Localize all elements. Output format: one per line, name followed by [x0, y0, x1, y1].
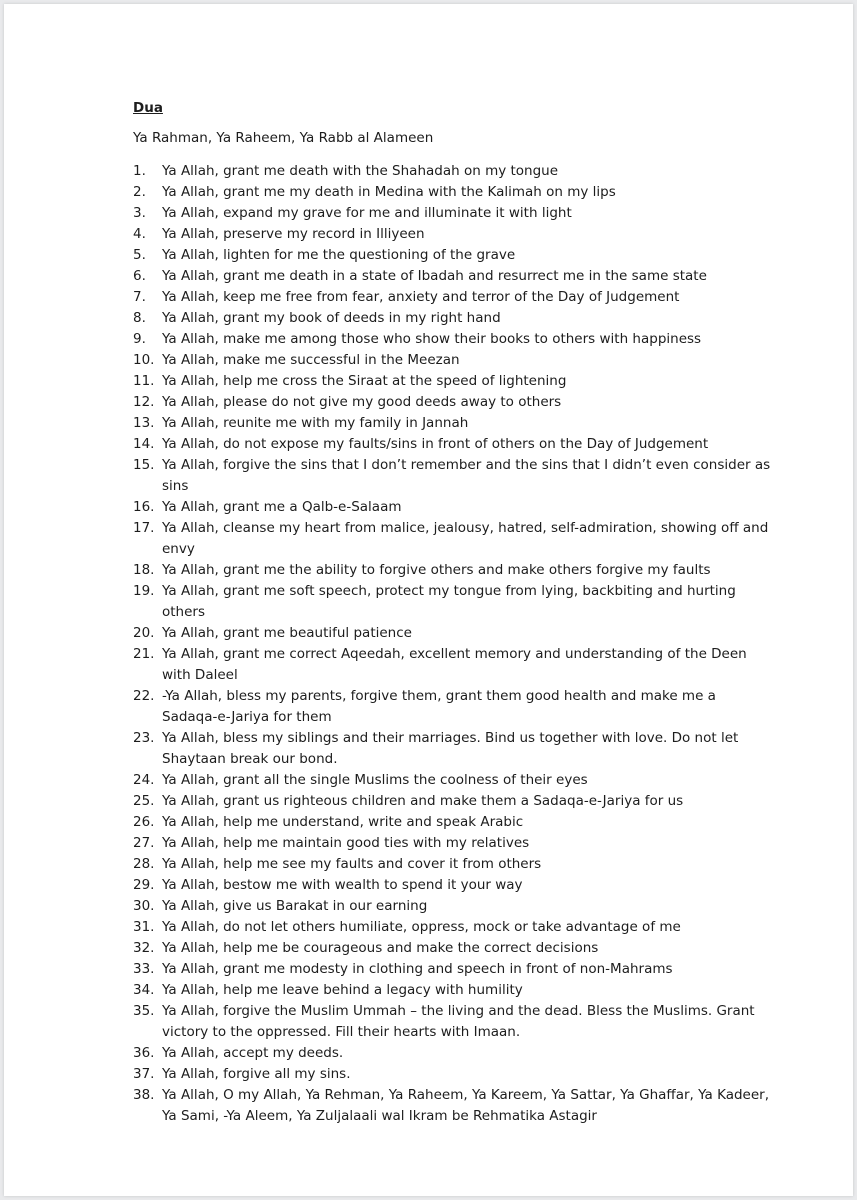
list-item-text: Ya Allah, give us Barakat in our earning — [162, 898, 428, 914]
list-item-text: Ya Allah, lighten for me the questioning of the grave — [162, 247, 516, 263]
list-item-text: Ya Allah, forgive the sins that I don’t remember and the sins that I didn’t even consider as sins — [162, 457, 771, 494]
list-item-number: 6. — [133, 268, 146, 284]
dua-list-item — [133, 959, 773, 980]
list-item-text: Ya Allah, preserve my record in Illiyeen — [162, 226, 425, 242]
list-item-text: Ya Allah, grant us righteous children and make them a Sadaqa-e-Jariya for us — [162, 793, 684, 809]
list-item-text: Ya Allah, cleanse my heart from malice, jealousy, hatred, self-admiration, showing off and envy — [162, 520, 769, 557]
dua-list-item — [133, 203, 773, 224]
dua-list-item — [133, 161, 773, 182]
list-item-text: Ya Allah, reunite me with my family in Jannah — [162, 415, 469, 431]
list-item-text: Ya Allah, make me successful in the Meezan — [162, 352, 460, 368]
list-item-number: 38. — [133, 1087, 155, 1103]
list-item-text: Ya Allah, forgive all my sins. — [162, 1066, 351, 1082]
dua-list-item — [133, 686, 773, 728]
dua-list-item — [133, 917, 773, 938]
dua-list-item — [133, 623, 773, 644]
list-item-text: Ya Allah, grant me soft speech, protect my tongue from lying, backbiting and hurting others — [162, 583, 736, 620]
dua-list-item — [133, 413, 773, 434]
list-item-text: Ya Allah, grant me correct Aqeedah, excellent memory and understanding of the Deen with Daleel — [162, 646, 747, 683]
list-item-text: Ya Allah, help me cross the Siraat at the speed of lightening — [162, 373, 567, 389]
list-item-number: 35. — [133, 1003, 155, 1019]
list-item-text: Ya Allah, bestow me with wealth to spend it your way — [162, 877, 523, 893]
list-item-number: 21. — [133, 646, 155, 662]
dua-list-item — [133, 455, 773, 497]
list-item-text: Ya Allah, grant my book of deeds in my right hand — [162, 310, 501, 326]
list-item-number: 26. — [133, 814, 155, 830]
list-item-text: Ya Allah, help me understand, write and speak Arabic — [162, 814, 524, 830]
list-item-text: Ya Allah, do not let others humiliate, oppress, mock or take advantage of me — [162, 919, 681, 935]
dua-list-item — [133, 833, 773, 854]
list-item-text: Ya Allah, do not expose my faults/sins in front of others on the Day of Judgement — [162, 436, 709, 452]
list-item-text: Ya Allah, grant me death in a state of Ibadah and resurrect me in the same state — [162, 268, 707, 284]
list-item-text: Ya Allah, O my Allah, Ya Rehman, Ya Raheem, Ya Kareem, Ya Sattar, Ya Ghaffar, Ya Kadeer, Ya Sami, -Ya Aleem, Ya Zuljalaali wal Ikram be Rehmatika Astagir — [162, 1087, 769, 1124]
dua-list-item — [133, 308, 773, 329]
dua-list-item — [133, 266, 773, 287]
dua-list-item — [133, 497, 773, 518]
list-item-number: 33. — [133, 961, 155, 977]
list-item-number: 22. — [133, 688, 155, 704]
list-item-number: 32. — [133, 940, 155, 956]
list-item-number: 34. — [133, 982, 155, 998]
list-item-text: Ya Allah, help me maintain good ties with my relatives — [162, 835, 530, 851]
dua-list-item — [133, 287, 773, 308]
dua-list-item — [133, 581, 773, 623]
list-item-number: 3. — [133, 205, 146, 221]
dua-list-item — [133, 518, 773, 560]
list-item-number: 19. — [133, 583, 155, 599]
list-item-number: 9. — [133, 331, 146, 347]
dua-list-item — [133, 245, 773, 266]
list-item-number: 30. — [133, 898, 155, 914]
dua-list — [133, 161, 773, 1127]
list-item-text: Ya Allah, make me among those who show their books to others with happiness — [162, 331, 702, 347]
list-item-number: 12. — [133, 394, 155, 410]
list-item-number: 29. — [133, 877, 155, 893]
list-item-text: Ya Allah, accept my deeds. — [162, 1045, 344, 1061]
list-item-number: 23. — [133, 730, 155, 746]
list-item-number: 27. — [133, 835, 155, 851]
list-item-number: 14. — [133, 436, 155, 452]
list-item-text: Ya Allah, expand my grave for me and illuminate it with light — [162, 205, 572, 221]
dua-list-item — [133, 728, 773, 770]
list-item-number: 7. — [133, 289, 146, 305]
list-item-text: Ya Allah, grant me beautiful patience — [162, 625, 412, 641]
dua-list-item — [133, 350, 773, 371]
dua-list-item — [133, 392, 773, 413]
list-item-number: 5. — [133, 247, 146, 263]
list-item-number: 18. — [133, 562, 155, 578]
dua-list-item — [133, 224, 773, 245]
list-item-number: 25. — [133, 793, 155, 809]
list-item-text: -Ya Allah, bless my parents, forgive them, grant them good health and make me a Sadaqa-e-Jariya for them — [162, 688, 716, 725]
list-item-number: 31. — [133, 919, 155, 935]
dua-list-item — [133, 1064, 773, 1085]
list-item-text: Ya Allah, grant me the ability to forgive others and make others forgive my faults — [162, 562, 711, 578]
document-page — [4, 4, 853, 1196]
list-item-number: 16. — [133, 499, 155, 515]
list-item-text: Ya Allah, forgive the Muslim Ummah – the living and the dead. Bless the Muslims. Grant victory to the oppressed. Fill their hearts with Imaan. — [162, 1003, 755, 1040]
list-item-text: Ya Allah, help me be courageous and make the correct decisions — [162, 940, 599, 956]
document-content — [133, 98, 773, 1127]
dua-list-item — [133, 854, 773, 875]
document-subtitle: Ya Rahman, Ya Raheem, Ya Rabb al Alameen — [133, 130, 434, 146]
list-item-number: 1. — [133, 163, 146, 179]
list-item-text: Ya Allah, grant me death with the Shahadah on my tongue — [162, 163, 559, 179]
list-item-number: 15. — [133, 457, 155, 473]
list-item-number: 8. — [133, 310, 146, 326]
list-item-text: Ya Allah, grant me a Qalb-e-Salaam — [162, 499, 402, 515]
list-item-text: Ya Allah, bless my siblings and their marriages. Bind us together with love. Do not let Shaytaan break our bond. — [162, 730, 739, 767]
dua-list-item — [133, 1001, 773, 1043]
list-item-text: Ya Allah, keep me free from fear, anxiety and terror of the Day of Judgement — [162, 289, 680, 305]
list-item-text: Ya Allah, grant me modesty in clothing and speech in front of non-Mahrams — [162, 961, 673, 977]
list-item-number: 17. — [133, 520, 155, 536]
dua-list-item — [133, 896, 773, 917]
dua-list-item — [133, 770, 773, 791]
dua-list-item — [133, 875, 773, 896]
list-item-text: Ya Allah, help me leave behind a legacy with humility — [162, 982, 523, 998]
list-item-number: 20. — [133, 625, 155, 641]
list-item-number: 13. — [133, 415, 155, 431]
document-title: Dua — [133, 100, 163, 116]
dua-list-item — [133, 560, 773, 581]
list-item-text: Ya Allah, please do not give my good deeds away to others — [162, 394, 562, 410]
dua-list-item — [133, 434, 773, 455]
dua-list-item — [133, 812, 773, 833]
list-item-number: 11. — [133, 373, 155, 389]
list-item-number: 24. — [133, 772, 155, 788]
list-item-number: 2. — [133, 184, 146, 200]
list-item-number: 4. — [133, 226, 146, 242]
dua-list-item — [133, 791, 773, 812]
list-item-text: Ya Allah, grant me my death in Medina with the Kalimah on my lips — [162, 184, 616, 200]
list-item-number: 36. — [133, 1045, 155, 1061]
list-item-number: 37. — [133, 1066, 155, 1082]
dua-list-item — [133, 329, 773, 350]
list-item-text: Ya Allah, grant all the single Muslims the coolness of their eyes — [162, 772, 588, 788]
dua-list-item — [133, 1043, 773, 1064]
list-item-number: 10. — [133, 352, 155, 368]
list-item-text: Ya Allah, help me see my faults and cover it from others — [162, 856, 542, 872]
dua-list-item — [133, 182, 773, 203]
list-item-number: 28. — [133, 856, 155, 872]
dua-list-item — [133, 371, 773, 392]
dua-list-item — [133, 938, 773, 959]
dua-list-item — [133, 980, 773, 1001]
dua-list-item — [133, 644, 773, 686]
dua-list-item — [133, 1085, 773, 1127]
